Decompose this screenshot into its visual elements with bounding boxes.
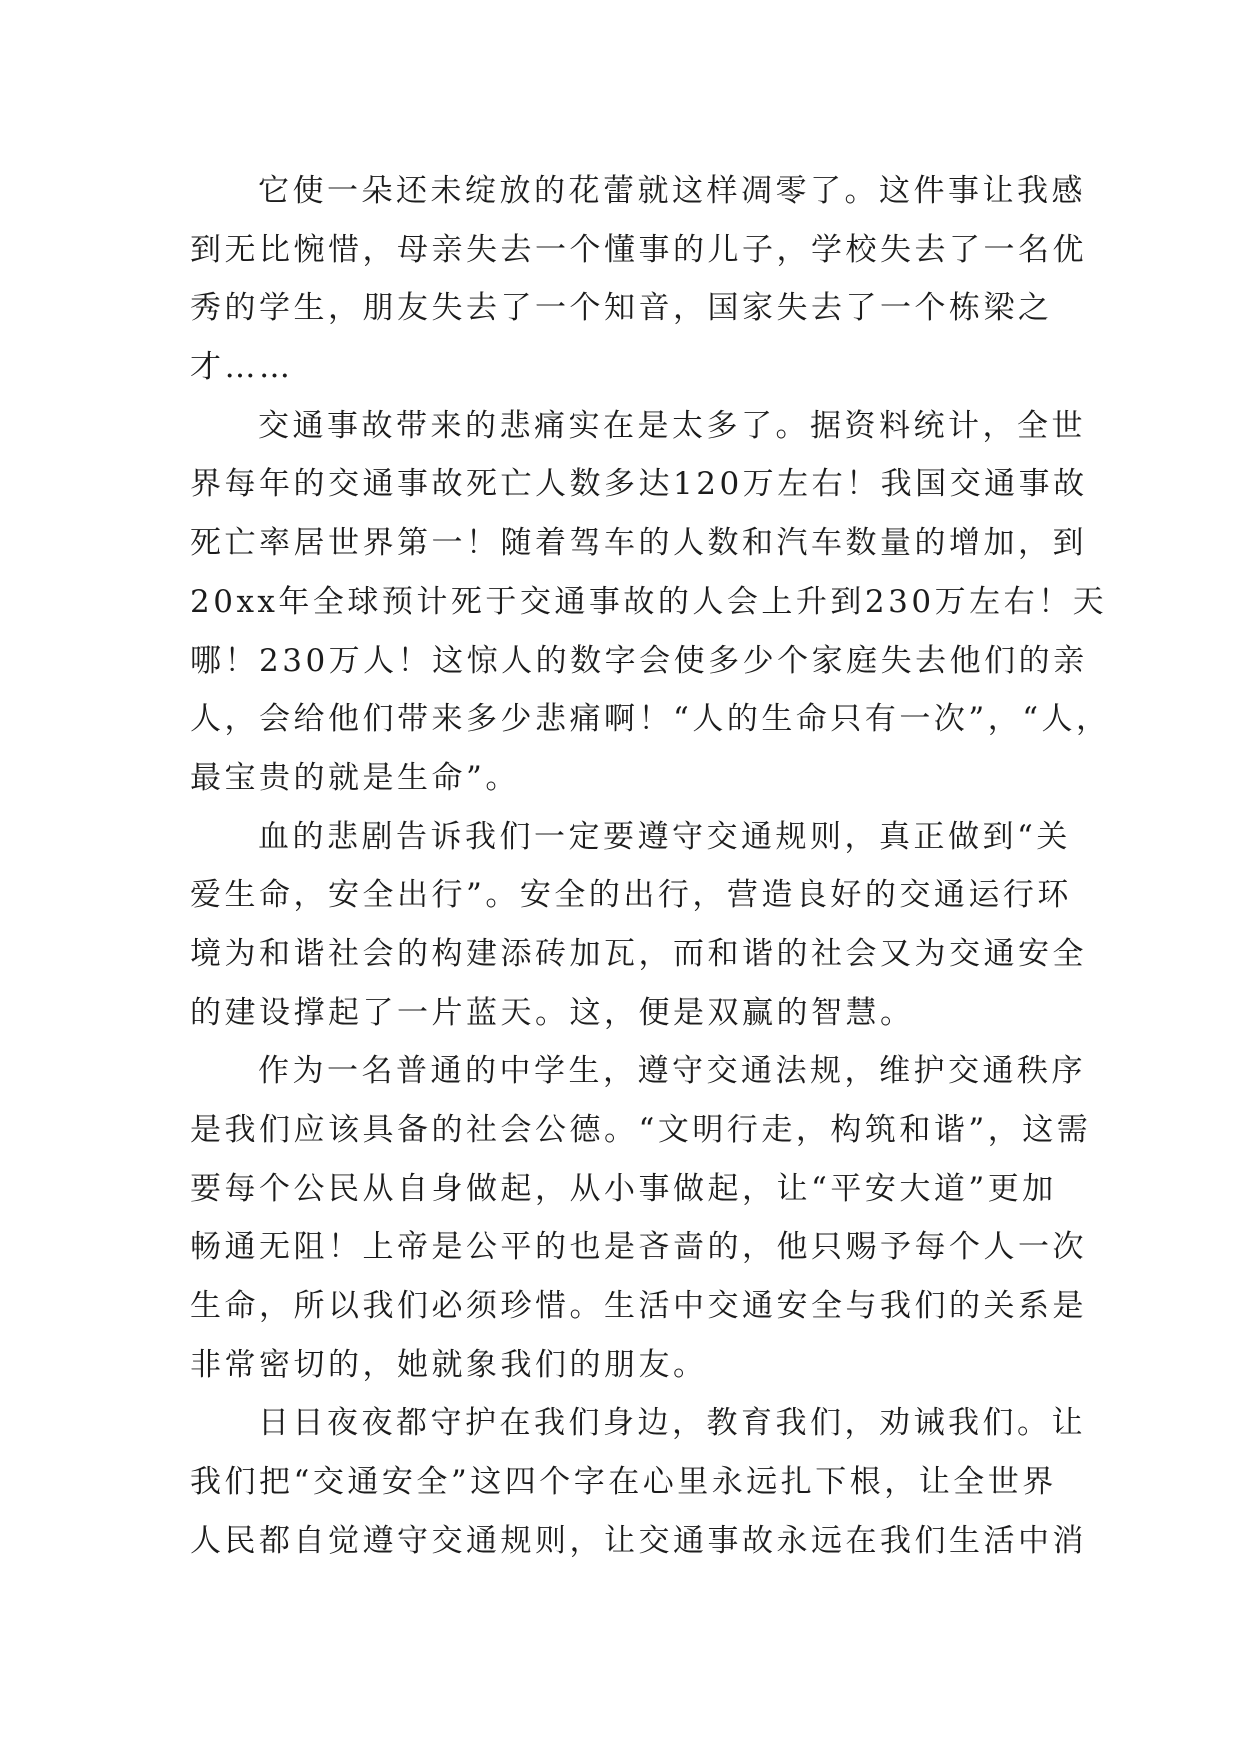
text-line: 才…… <box>190 349 294 386</box>
text-line: 哪！230万人！这惊人的数字会使多少个家庭失去他们的亲 <box>190 642 1088 679</box>
text-line: 它使一朵还未绽放的花蕾就这样凋零了。这件事让我感 <box>258 173 1086 209</box>
text-line: 畅通无阻！上帝是公平的也是吝啬的，他只赐予每个人一次 <box>190 1229 1087 1266</box>
text-line: 交通事故带来的悲痛实在是太多了。据资料统计，全世 <box>258 407 1086 444</box>
text-line: 生命，所以我们必须珍惜。生活中交通安全与我们的关系是 <box>190 1288 1087 1325</box>
paragraph-2 <box>190 397 1111 808</box>
paragraph-3 <box>190 808 1087 1043</box>
document-body <box>190 162 1111 1571</box>
text-line: 界每年的交通事故死亡人数多达120万左右！我国交通事故 <box>190 466 1088 503</box>
text-line: 20xx年全球预计死于交通事故的人会上升到230万左右！天 <box>190 583 1108 620</box>
paragraph-1 <box>190 162 1087 397</box>
text-line: 日日夜夜都守护在我们身边，教育我们，劝诫我们。让 <box>258 1405 1086 1442</box>
paragraph-5 <box>190 1394 1087 1570</box>
paragraph-4 <box>190 1042 1092 1394</box>
text-line: 我们把“交通安全”这四个字在心里永远扎下根，让全世界 <box>190 1464 1057 1501</box>
text-line: 非常密切的，她就象我们的朋友。 <box>190 1346 708 1383</box>
text-line: 秀的学生，朋友失去了一个知音，国家失去了一个栋梁之 <box>190 290 1053 327</box>
text-line: 是我们应该具备的社会公德。“文明行走，构筑和谐”，这需 <box>190 1112 1092 1148</box>
text-line: 人民都自觉遵守交通规则，让交通事故永远在我们生活中消 <box>190 1522 1087 1559</box>
text-line: 作为一名普通的中学生，遵守交通法规，维护交通秩序 <box>258 1053 1086 1090</box>
text-line: 人，会给他们带来多少悲痛啊！“人的生命只有一次”，“人， <box>190 701 1111 738</box>
text-line: 最宝贵的就是生命”。 <box>190 759 520 796</box>
text-line: 爱生命，安全出行”。安全的出行，营造良好的交通运行环 <box>190 877 1072 914</box>
text-line: 血的悲剧告诉我们一定要遵守交通规则，真正做到“关 <box>258 818 1071 855</box>
text-line: 到无比惋惜，母亲失去一个懂事的儿子，学校失去了一名优 <box>190 231 1087 268</box>
text-line: 境为和谐社会的构建添砖加瓦，而和谐的社会又为交通安全 <box>190 935 1087 972</box>
text-line: 的建设撑起了一片蓝天。这，便是双赢的智慧。 <box>190 994 915 1031</box>
text-line: 要每个公民从自身做起，从小事做起，让“平安大道”更加 <box>190 1170 1057 1207</box>
text-line: 死亡率居世界第一！随着驾车的人数和汽车数量的增加，到 <box>190 525 1087 562</box>
